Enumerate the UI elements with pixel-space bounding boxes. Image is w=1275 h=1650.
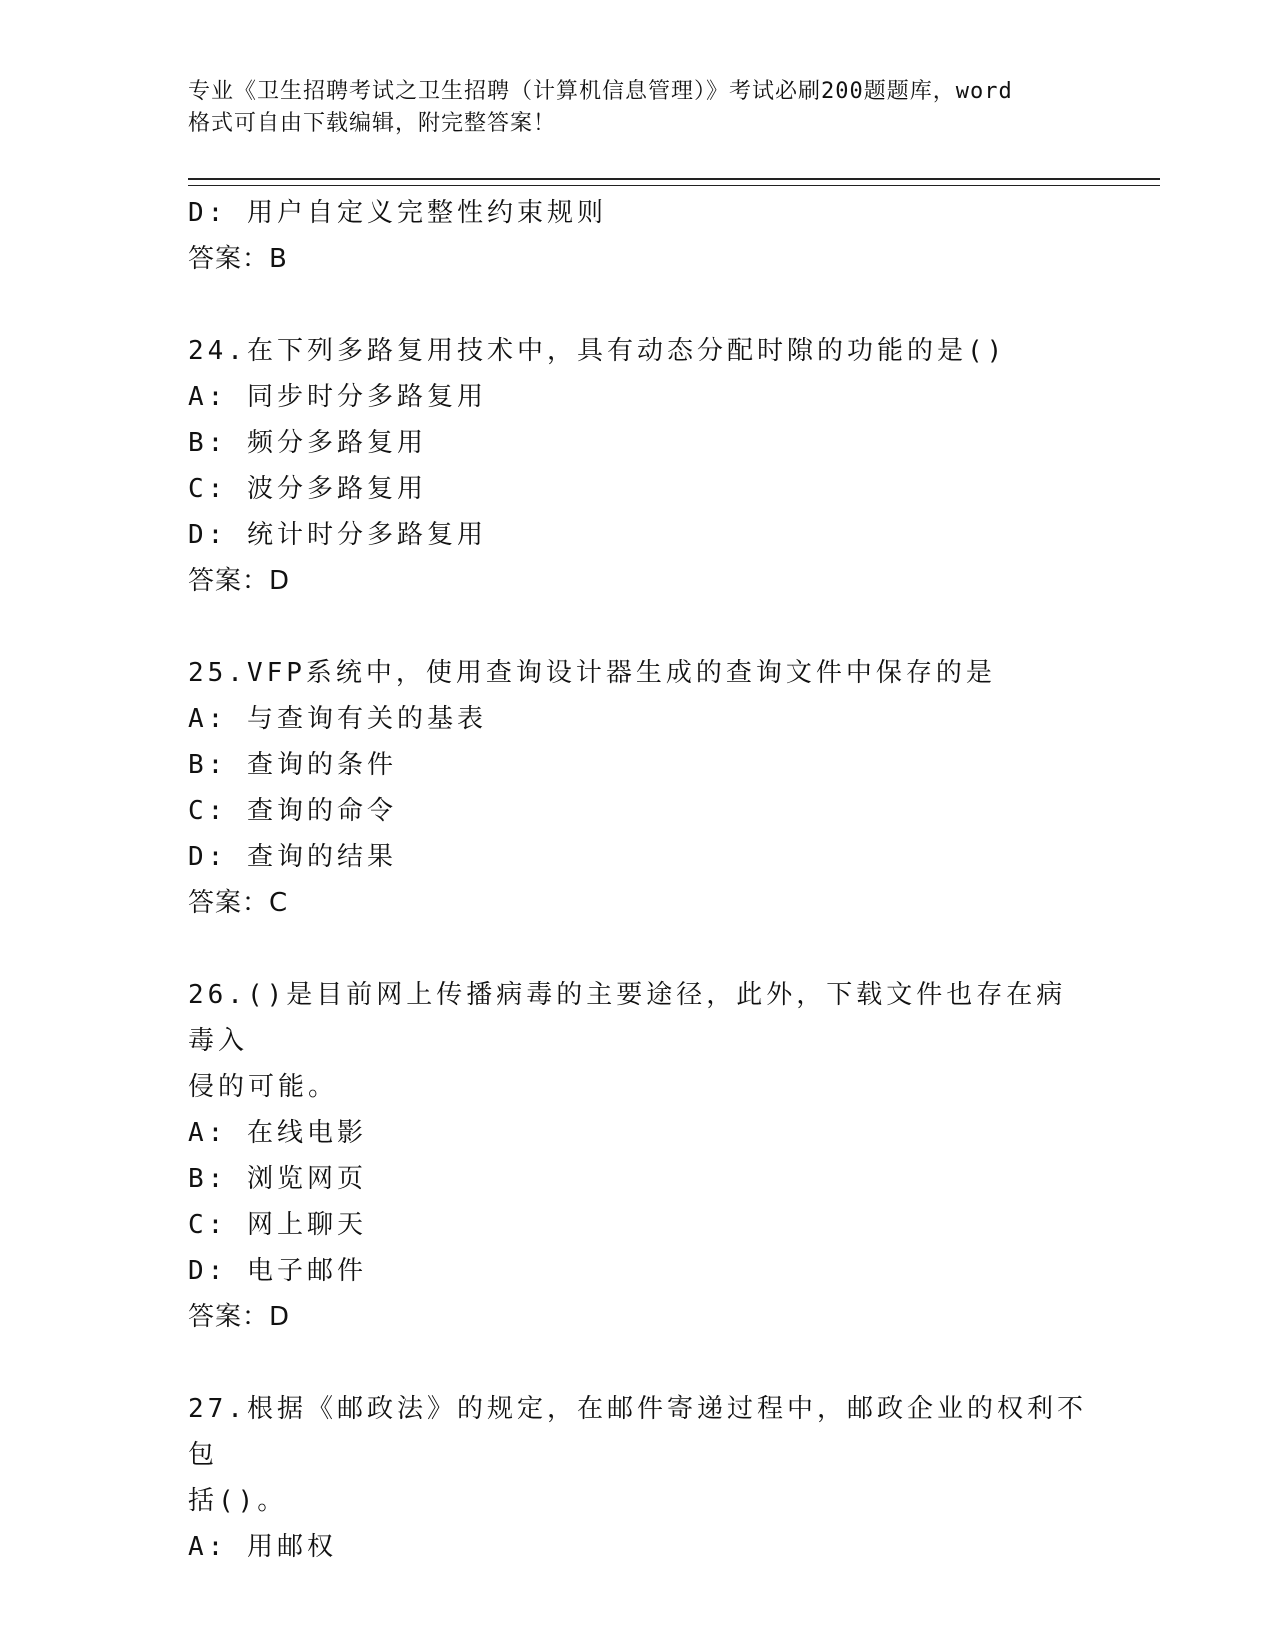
option-a: A: 与查询有关的基表: [188, 704, 487, 734]
question-stem-line-2: 括()。: [188, 1486, 288, 1516]
question-24: [188, 328, 1088, 604]
option-d: D: 电子邮件: [188, 1256, 367, 1286]
question-27: [188, 1386, 1088, 1570]
question-stem-line-2: 侵的可能。: [188, 1072, 339, 1102]
option-c: C: 查询的命令: [188, 796, 397, 826]
option-c: C: 波分多路复用: [188, 474, 427, 504]
option-a: A: 在线电影: [188, 1118, 367, 1148]
option-d: D: 查询的结果: [188, 842, 397, 872]
question-26: [188, 972, 1088, 1340]
answer-line: 答案：D: [188, 1302, 291, 1332]
header-line-1: 专业《卫生招聘考试之卫生招聘（计算机信息管理）》考试必刷200题题库，word: [188, 79, 1013, 104]
question-stem: 24.在下列多路复用技术中，具有动态分配时隙的功能的是(): [188, 336, 1007, 366]
option-b: B: 浏览网页: [188, 1164, 367, 1194]
answer-line: 答案：D: [188, 566, 291, 596]
page-header: [188, 76, 1088, 140]
option-c: C: 网上聊天: [188, 1210, 367, 1240]
option-d: D: 用户自定义完整性约束规则: [188, 198, 607, 228]
question-25: [188, 650, 1088, 926]
header-line-2: 格式可自由下载编辑，附完整答案！: [188, 111, 557, 136]
question-stem-line-1: 26.()是目前网上传播病毒的主要途径，此外，下载文件也存在病毒入: [188, 980, 1067, 1056]
option-d: D: 统计时分多路复用: [188, 520, 487, 550]
option-b: B: 频分多路复用: [188, 428, 427, 458]
question-list: [188, 190, 1088, 1570]
option-b: B: 查询的条件: [188, 750, 397, 780]
answer-line: 答案：B: [188, 244, 288, 274]
question-stem-line-1: 27.根据《邮政法》的规定，在邮件寄递过程中，邮政企业的权利不包: [188, 1394, 1087, 1470]
header-divider: [188, 178, 1160, 186]
carryover-block: [188, 190, 1088, 282]
answer-line: 答案：C: [188, 888, 289, 918]
option-a: A: 用邮权: [188, 1532, 337, 1562]
option-a: A: 同步时分多路复用: [188, 382, 487, 412]
question-stem: 25.VFP系统中，使用查询设计器生成的查询文件中保存的是: [188, 658, 996, 688]
